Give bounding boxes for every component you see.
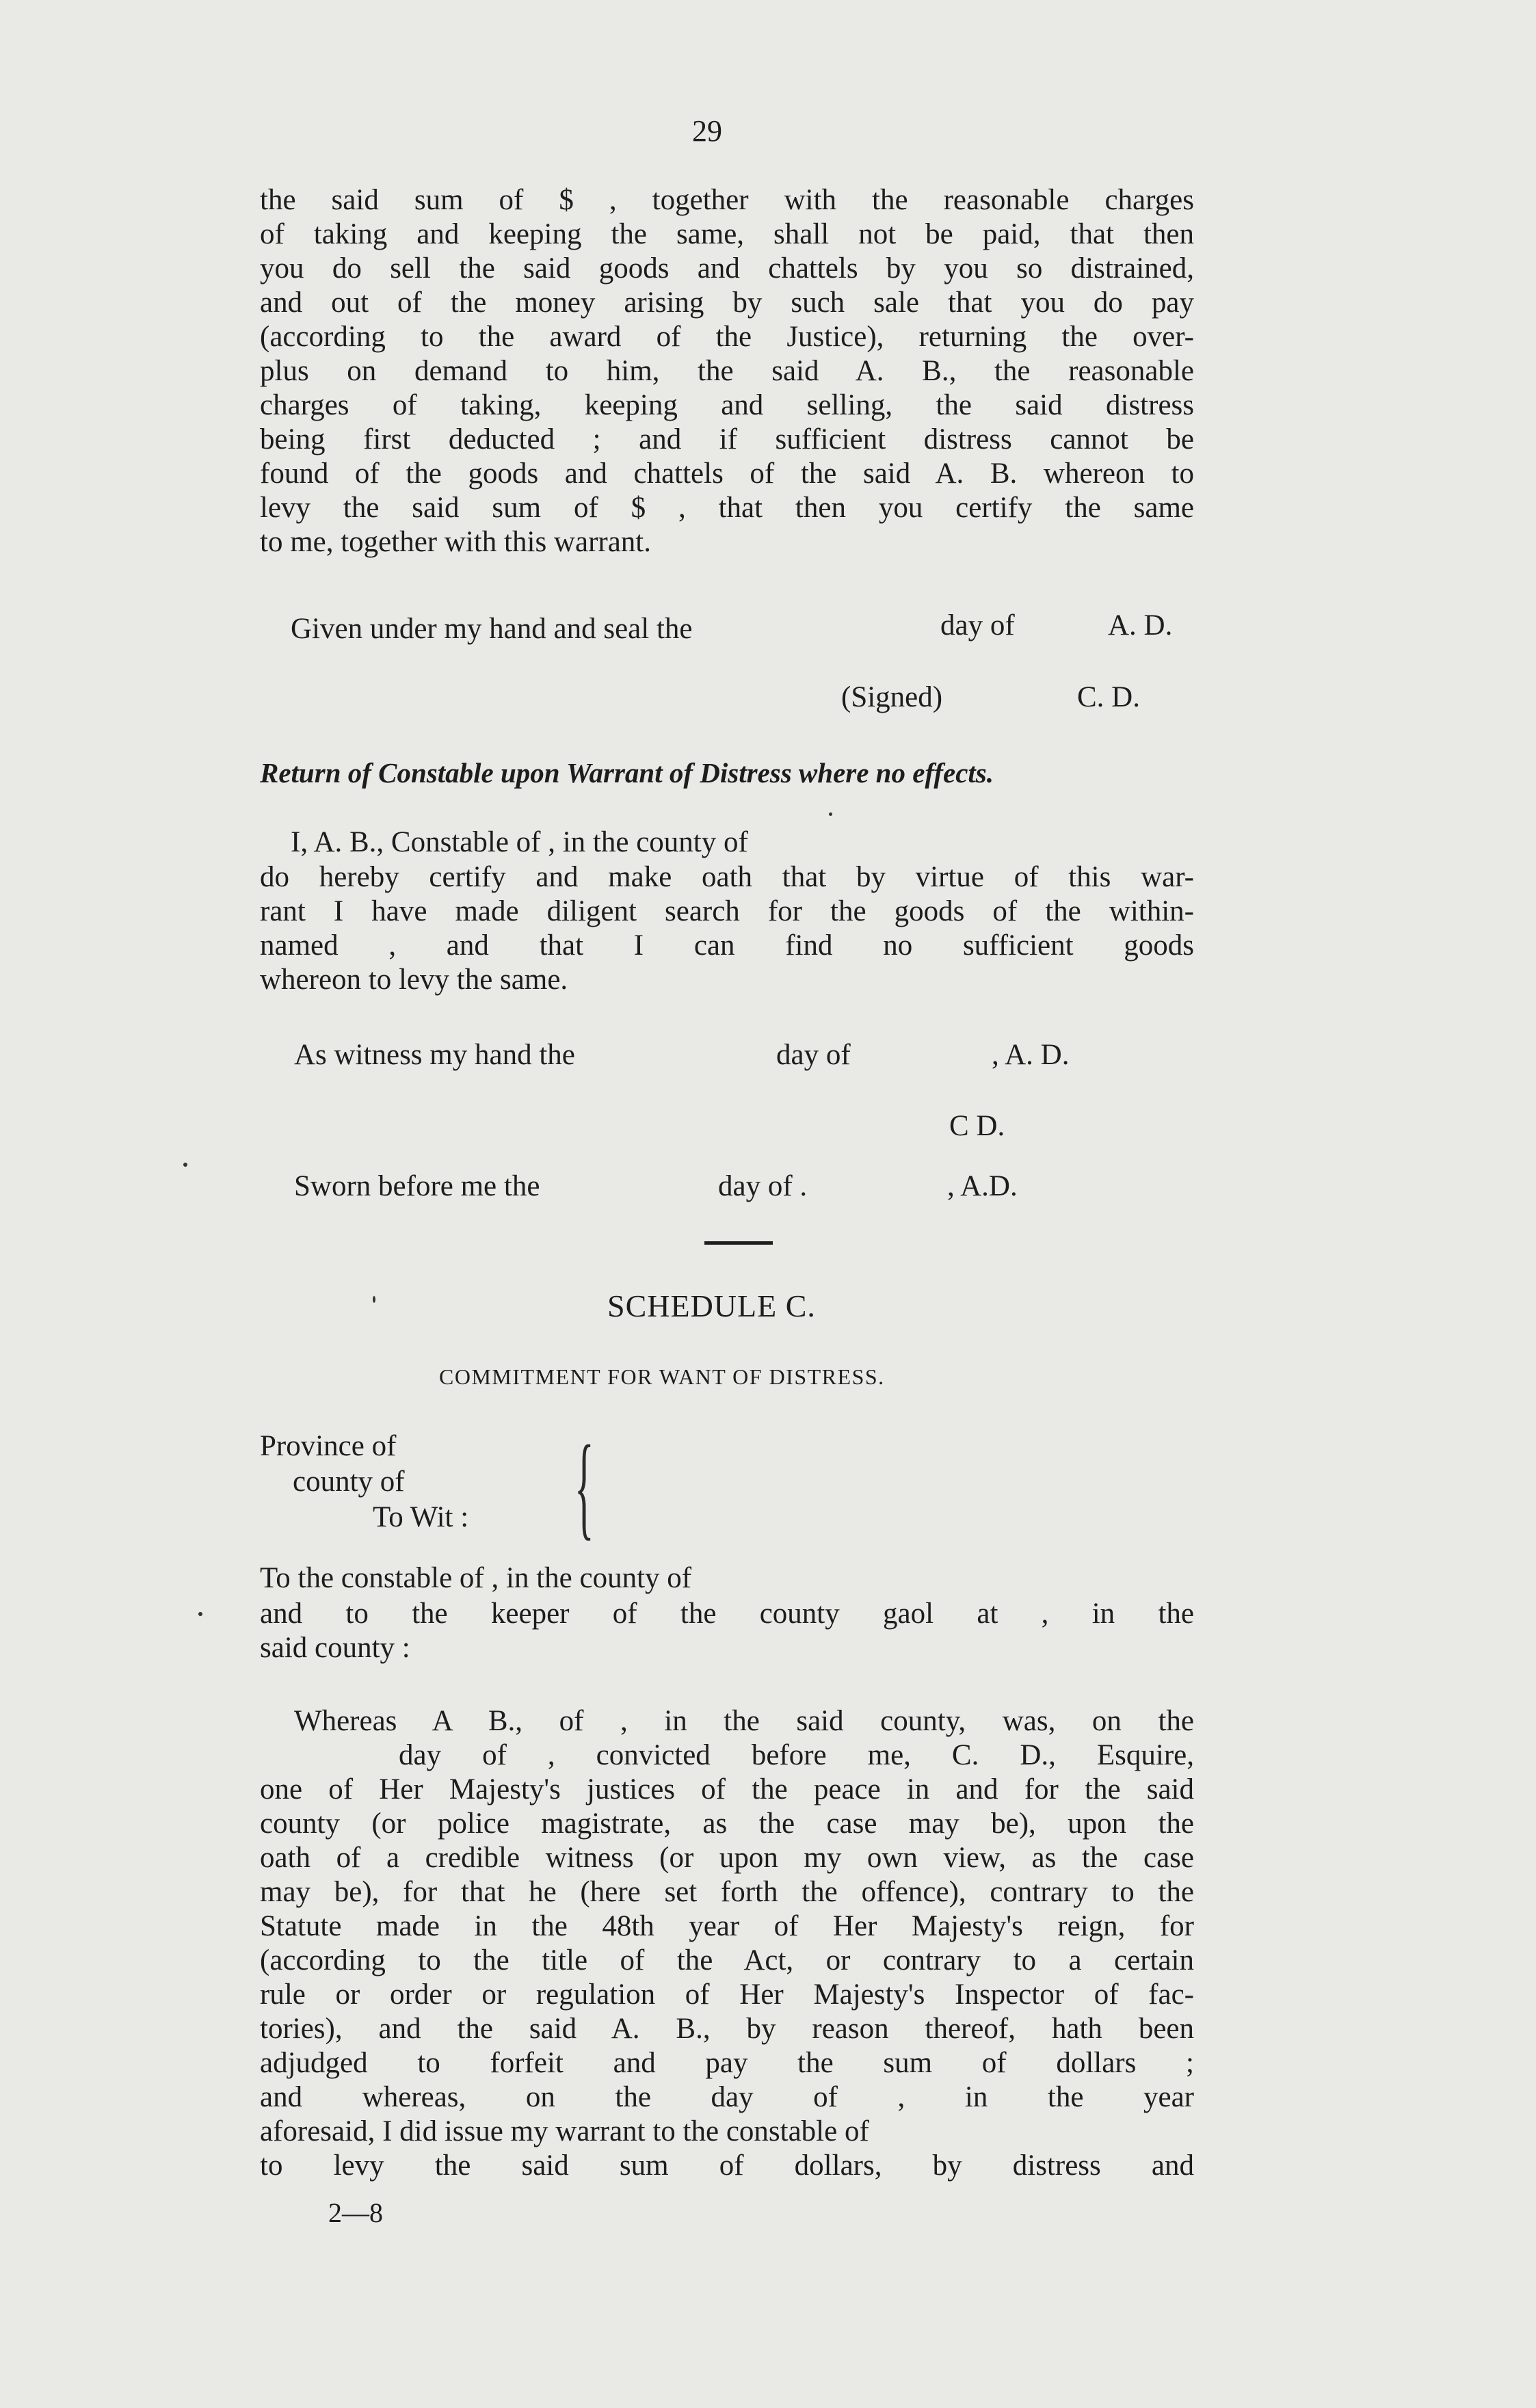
text-line: adjudged to forfeit and pay the sum of dollars ; [260,2047,1194,2079]
text-line: county (or police magistrate, as the case may be), upon the [260,1808,1194,1840]
text-line: and whereas, on the day of , in the year [260,2081,1194,2113]
schedule-title: SCHEDULE C. [607,1288,816,1323]
text-line: day of , convicted before me, C. D., Esquire, [399,1739,1194,1771]
text-line: Whereas A B., of , in the said county, was, on the [294,1705,1194,1737]
given-text: Given under my hand and seal the [291,613,693,645]
text-line: being first deducted ; and if sufficient distress cannot be [260,423,1194,455]
text-line: named , and that I can find no sufficient goods [260,929,1194,962]
page-number: 29 [692,114,722,148]
scan-speck [183,1163,187,1167]
schedule-subtitle: COMMITMENT FOR WANT OF DISTRESS. [439,1364,885,1389]
witness-text: As witness my hand the [294,1039,575,1071]
venue-county: county of [293,1466,405,1498]
text-line: charges of taking, keeping and selling, the said distress [260,389,1194,421]
signed-label: (Signed) [841,681,943,713]
venue-towit: To Wit : [373,1501,469,1533]
text-line: may be), for that he (here set forth the offence), contrary to the [260,1876,1194,1908]
text-line: found of the goods and chattels of the said A. B. whereon to [260,458,1194,490]
text-line: and out of the money arising by such sale that you do pay [260,287,1194,319]
venue-province: Province of [260,1430,397,1462]
text-line: oath of a credible witness (or upon my own view, as the case [260,1842,1194,1874]
sworn-day: day of . [718,1170,808,1202]
text-line: to me, together with this warrant. [260,526,651,558]
signature-mark: 2—8 [328,2197,383,2228]
text-line: rule or order or regulation of Her Majesty's Inspector of fac- [260,1979,1194,2011]
scan-speck [373,1296,375,1303]
scan-speck [829,812,832,816]
text-line: aforesaid, I did issue my warrant to the constable of [260,2115,869,2147]
sworn-text: Sworn before me the [294,1170,540,1202]
text-line: levy the said sum of $ , that then you certify the same [260,492,1194,524]
text-line: one of Her Majesty's justices of the peace in and for the said [260,1773,1194,1805]
text-line: whereon to levy the same. [260,964,568,996]
text-line: of taking and keeping the same, shall not be paid, that then [260,218,1194,250]
witness-day: day of [776,1039,851,1071]
text-line: rant I have made diligent search for the goods of the within- [260,895,1194,927]
text-line: said county : [260,1632,410,1664]
text-line: I, A. B., Constable of , in the county of [291,826,748,858]
text-line: you do sell the said goods and chattels by you so distrained, [260,252,1194,285]
scan-speck [198,1612,202,1616]
text-line: to levy the said sum of dollars, by distress and [260,2149,1194,2182]
text-line: do hereby certify and make oath that by virtue of this war- [260,861,1194,893]
text-line: the said sum of $ , together with the reasonable charges [260,184,1194,216]
signed-cd: C. D. [1077,681,1140,713]
text-line: and to the keeper of the county gaol at , in the [260,1598,1194,1630]
text-line: (according to the award of the Justice), returning the over- [260,321,1194,353]
given-day: day of [940,609,1015,641]
text-line: To the constable of , in the county of [260,1562,692,1594]
section-rule [704,1241,773,1245]
text-line: tories), and the said A. B., by reason thereof, hath been [260,2013,1194,2045]
venue-brace: { [574,1422,594,1550]
given-ad: A. D. [1108,609,1173,641]
text-line: (according to the title of the Act, or contrary to a certain [260,1944,1194,1976]
text-line: plus on demand to him, the said A. B., the reasonable [260,355,1194,387]
witness-ad: , A. D. [992,1039,1070,1071]
sworn-ad: , A.D. [947,1170,1018,1202]
text-line: Statute made in the 48th year of Her Majesty's reign, for [260,1910,1194,1942]
return-heading: Return of Constable upon Warrant of Distress where no effects. [260,757,994,789]
cd-signature: C D. [949,1110,1005,1142]
